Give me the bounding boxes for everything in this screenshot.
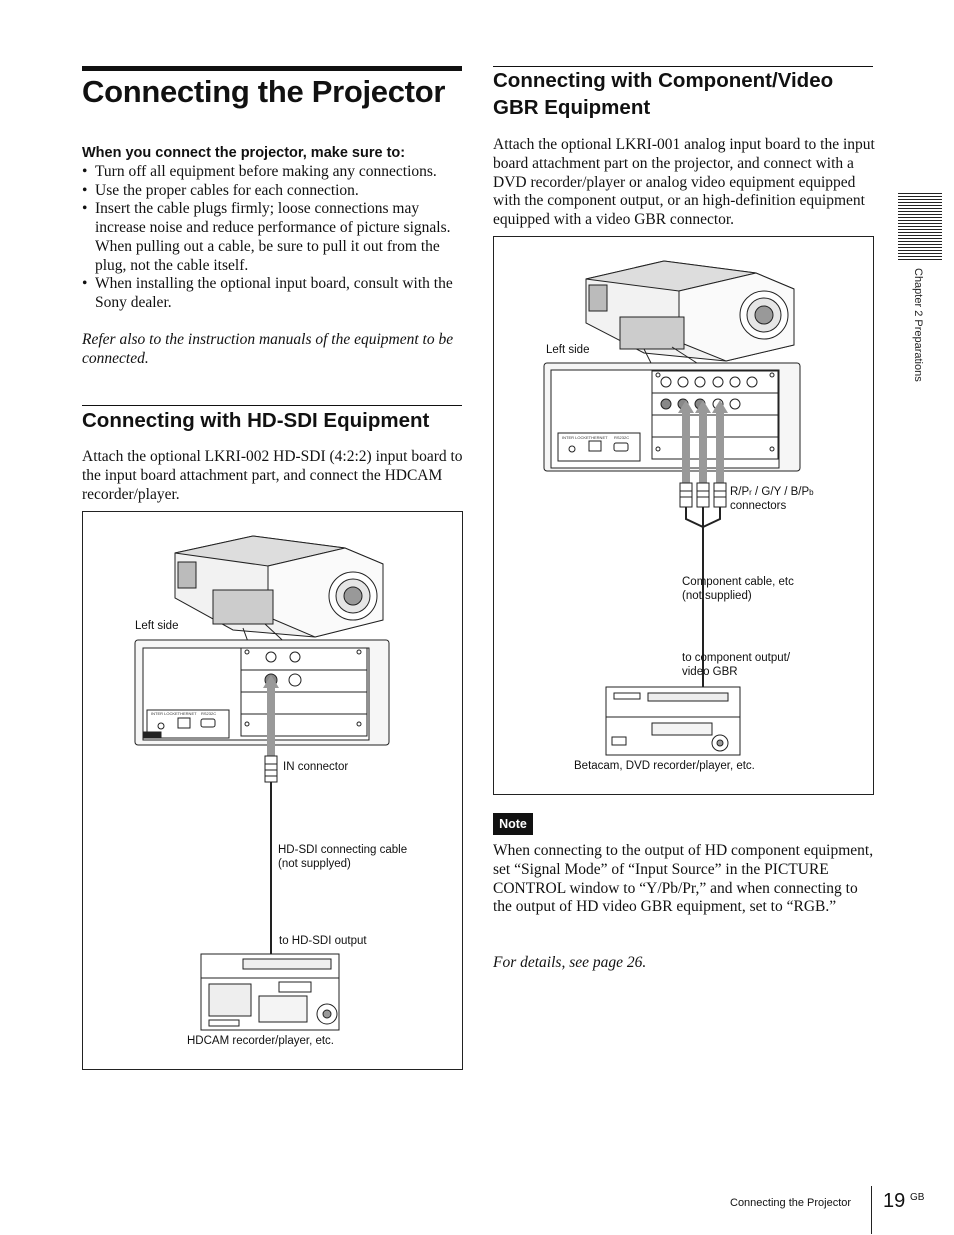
list-item: • When installing the optional input board, consult with the Sony dealer. — [82, 275, 467, 312]
in-connector-label: IN connector — [283, 761, 349, 773]
conn-r: R/P — [730, 486, 750, 498]
list-item: • Insert the cable plugs firmly; loose connections may increase noise and reduce performance of picture signals. When pulling out a cable, be sure to pull it out from the plug, not the cable itself. — [82, 200, 467, 275]
panel-label-ethernet: ETHERNET — [586, 435, 608, 440]
component-figure — [493, 236, 874, 795]
left-side-panel — [135, 640, 389, 745]
left-side-label: Left side — [546, 344, 590, 356]
output-label-line1: to component output/ — [682, 652, 791, 664]
bnc-connector — [265, 756, 277, 782]
cable-label-line2: (not supplyed) — [278, 858, 351, 870]
conn-mid: / G/Y / B/P — [751, 486, 810, 498]
conn-r-sub: r — [749, 488, 752, 497]
section-rule — [82, 405, 462, 406]
reference-note: Refer also to the instruction manuals of the equipment to be connected. — [82, 331, 454, 367]
hdsdi-body: Attach the optional LKRI-002 HD-SDI (4:2:2) input board to the input board attachment part, and connect the HDCAM recorder/player. — [82, 448, 463, 503]
hdsdi-heading: Connecting with HD-SDI Equipment — [82, 409, 430, 432]
signal-arrows — [678, 400, 728, 483]
panel-label-ethernet: ETHERNET — [175, 711, 197, 716]
device-label: HDCAM recorder/player, etc. — [187, 1035, 334, 1047]
title-rule — [82, 66, 462, 71]
panel-label-rs232c: RS232C — [201, 711, 217, 716]
output-label: to HD-SDI output — [279, 935, 367, 947]
footer-divider — [871, 1186, 872, 1234]
device-label: Betacam, DVD recorder/player, etc. — [574, 760, 755, 772]
note-badge: Note — [493, 813, 533, 835]
panel-label-interlock: INTER LOCK — [151, 711, 176, 716]
list-item: • Turn off all equipment before making any connections. — [82, 163, 467, 182]
conn-b-sub: b — [809, 488, 814, 497]
panel-label-interlock: INTER LOCK — [562, 435, 587, 440]
cable-label-line1: Component cable, etc — [682, 576, 794, 588]
bnc-connectors — [680, 483, 726, 507]
component-heading-line2: GBR Equipment — [493, 96, 651, 119]
footer-section-label: Connecting the Projector — [730, 1197, 852, 1209]
left-side-label: Left side — [135, 620, 179, 632]
precautions-heading: When you connect the projector, make sure to: — [82, 145, 406, 161]
cable-label-line2: (not supplied) — [682, 590, 752, 602]
page-suffix: GB — [910, 1192, 925, 1203]
connectors-label — [730, 485, 814, 500]
note-body: When connecting to the output of HD component equipment, set “Signal Mode” of “Input Source” in the PICTURE CONTROL window to “Y/Pb/Pr,” and when connecting to the output of HD video GBR equipment, set to “RGB.” — [493, 842, 874, 916]
left-side-panel — [544, 363, 800, 471]
component-diagram — [494, 237, 873, 794]
output-label-line2: video GBR — [682, 666, 738, 678]
cable-label-line1: HD-SDI connecting cable — [278, 844, 408, 856]
projector-illustration — [175, 536, 383, 650]
list-item: • Use the proper cables for each connection. — [82, 182, 467, 201]
component-body: Attach the optional LKRI-001 analog input board to the input board attachment part on the projector, and connect with a DVD recorder/player or analog video equipment equipped with the component output, or an high-definition equipment equipped with a video GBR connector. — [493, 136, 875, 229]
page-number: 19 — [883, 1190, 906, 1212]
hdsdi-diagram — [83, 512, 462, 1069]
hdcam-device — [201, 954, 339, 1030]
component-heading-line1: Connecting with Component/Video — [493, 69, 834, 92]
chapter-tab-marker — [898, 193, 942, 260]
connectors-label-line2: connectors — [730, 500, 787, 512]
page-title: Connecting the Projector — [82, 74, 446, 109]
hdsdi-figure — [82, 511, 463, 1070]
details-reference: For details, see page 26. — [493, 954, 647, 971]
projector-illustration — [586, 261, 794, 365]
panel-label-rs232c: RS232C — [614, 435, 630, 440]
betacam-device — [606, 687, 740, 755]
chapter-tab-label: Chapter 2 Preparations — [912, 268, 924, 382]
precautions-list — [82, 163, 467, 313]
